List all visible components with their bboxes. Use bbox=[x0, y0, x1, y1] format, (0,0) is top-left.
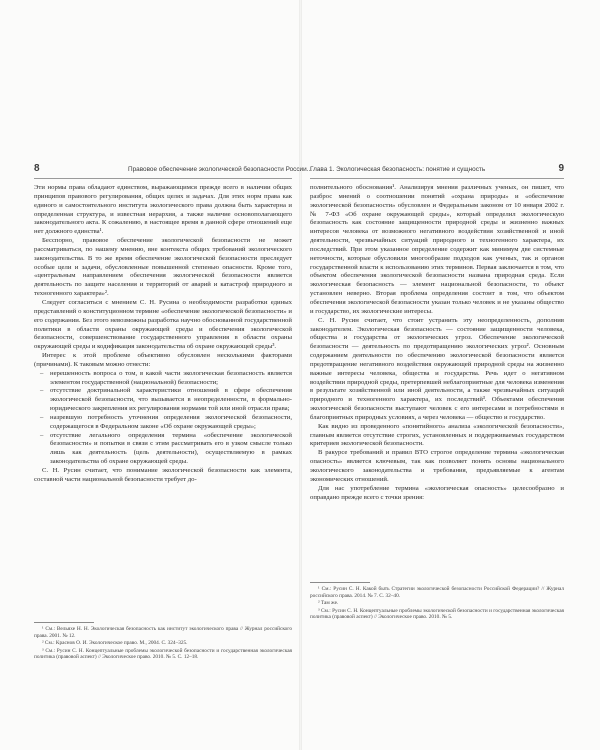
paragraph: Бесспорно, правовое обеспечение экологической безопасности не может рассматриваться, по нашему мнению, вне контекста общих требований экологического законодательства. В то же время обеспечение экологической безопасности преследует особые цели и задачи, обусловленные повышенной степенью опасности. Кроме того, «центральным направлением обеспечения экологической безопасности является деятельность по защите населения и территорий от аварий и катастроф природного и техногенного характера»². bbox=[34, 237, 292, 298]
left-page-header bbox=[34, 163, 313, 178]
footnote: ² Там же. bbox=[318, 600, 339, 607]
right-page bbox=[302, 0, 600, 750]
list-item: – отсутствие легального определения термина «обеспечение экологической безопасности» и попытки в связи с этим рассматривать его в узком смысле только лишь как деятельность (цель деятельности), осуществляемую в рамках законодательства об охране окружающей среды. bbox=[34, 432, 292, 467]
page-number: 9 bbox=[558, 163, 564, 174]
page-number: 8 bbox=[34, 163, 40, 174]
footnote: ¹ См.: Русин С. Н. Какой быть Стратегии экологической безопасности Российской Федерации? // Журнал российского права. 2014. № 7. С. 32–40. bbox=[310, 586, 564, 599]
header-rule bbox=[310, 178, 564, 179]
left-page-body bbox=[34, 184, 292, 485]
paragraph: полнительного обоснования¹. Анализируя мнения различных ученых, он пишет, что разброс мнений о соотношении понятий «охрана природы» и «обеспечение экологической безопасности» обусловлен и Федеральным законом от 10 января 2002 г. № 7-ФЗ «Об охране окружающей среды», который определил экологическую безопасность как состояние защищенности природной среды и жизненно важных интересов человека от возможного негативного воздействия хозяйственной и иной деятельности, чрезвычайных ситуаций природного и техногенного характера, их последствий. При этом указанное определение содержит как минимум две системные неточности, которые обусловили многообразие подходов как ученых, так и органов государственной власти к использованию этих терминов. Первая заключается в том, что объектом обеспечения экологической безопасности названа природная среда. Если экологическая безопасность — элемент национальной безопасности, то объект установлен неверно. Вторая проблема определения состоит в том, что объектом обеспечения экологической безопасности указан только человек и не указаны общество и государство, их экологические интересы. bbox=[310, 184, 564, 315]
bullet-list bbox=[34, 370, 292, 467]
footnote: ³ См.: Русин С. Н. Концептуальные проблемы экологической безопасности и государственная экологическая политика (правовой аспект) // Экологическое право. 2010. № 5. С. 12–18. bbox=[34, 647, 292, 661]
paragraph: Следует согласиться с мнением С. Н. Русина о необходимости разработки единых представлений о конституционном термине «обеспечение экологической безопасности» и его содержании. Без этого невозможны разработка научно обоснованной государственной политики в области охраны окружающей среды и обеспечения экологической безопасности, совершенствование государственного управления в области охраны окружающей среды и кодификация законодательства об охране окружающей среды³. bbox=[34, 298, 292, 351]
paragraph: Как видно из проведенного «понятийного» анализа «экологической безопасности», главным является отсутствие строгих, установленных и поддерживаемых государством критериев экологической безопасности. bbox=[310, 422, 564, 448]
right-page-body bbox=[310, 184, 564, 502]
footnote-rule bbox=[34, 622, 94, 623]
paragraph: С. Н. Русин считает, что понимание экологической безопасности как элемента, составной части национальной безопасности требует до- bbox=[34, 467, 292, 483]
paragraph: Эти нормы права обладают единством, выражающимся прежде всего в наличии общих принципов правового регулирования, общих целях и задачах. Для этих норм права как единого и самостоятельного института экологического права должна быть характерна и определенная структура, и известная иерархия, а также наличие основополагающего законодательного акта. К сожалению, в настоящее время в данной сфере отношений еще нет должного единства¹. bbox=[34, 184, 292, 236]
right-page-footnotes bbox=[310, 586, 564, 622]
list-item: – назревшую потребность уточнения определения экологической безопасности, содержащегося в Федеральном законе «Об охране окружающей среды»; bbox=[34, 414, 292, 432]
list-item: – нерешенность вопроса о том, в какой части экологическая безопасность является элементом государственной (национальной) безопасности; bbox=[34, 370, 292, 388]
footnote: ³ См.: Русин С. Н. Концептуальные проблемы экологической безопасности и государственная экологическая политика (правовой аспект) // Экологическое право. 2010. № 5. bbox=[310, 607, 564, 621]
right-page-header bbox=[310, 163, 564, 178]
footnote-rule bbox=[310, 582, 370, 583]
paragraph: Интерес к этой проблеме объективно обусловлен несколькими факторами (причинами). К таковым можно отнести: bbox=[34, 352, 292, 368]
left-page-footnotes bbox=[34, 626, 292, 662]
paragraph: Для нас употребление термина «экологическая опасность» целесообразно и оправдано прежде всего с точки зрения: bbox=[310, 484, 564, 501]
header-rule bbox=[34, 178, 292, 179]
running-header: Глава 1. Экологическая безопасность: понятие и сущность bbox=[310, 166, 486, 173]
list-item: – отсутствие доктринальной характеристики отношений в сфере обеспечения экологической безопасности, что вызывается в неопределенности, в формально-юридического закрепления их регулирования нормами той или иной отрасли права; bbox=[34, 387, 292, 414]
paragraph: В ракурсе требований и правил ВТО строгое определение термина «экологическая опасность» является ключевым, так как позволяет понять основы национального экологического законодательства и требования, предъявляемые к агентам экономических отношений. bbox=[310, 449, 564, 483]
footnote: ¹ См.: Вельяхе Н. Н. Экологическая безопасность как институт экологического права // Журнал российского права. 2001. № 12. bbox=[34, 626, 292, 639]
running-header: Правовое обеспечение экологической безопасности России... bbox=[128, 166, 313, 173]
paragraph: С. Н. Русин считает, что стоит устранить эту неопределенность, дополнив законодателем. Экологическая безопасность — состояние защищенности человека, общества и государства от экологических угроз. Обеспечение экологической безопасности — деятельность по предотвращению экологических угроз². Основным содержанием деятельности по обеспечению экологической безопасности является предотвращение негативного воздействия окружающей природной среды на жизненно важные интересы человека, общества и государства. Речь идет о негативном воздействии природной среды, претерпевшей неблагоприятные для человека изменения в результате хозяйственной или иной деятельности, а также чрезвычайных ситуаций природного и техногенного характера, их последствий³. Объектами обеспечения экологической безопасности выступают человек с его интересами и потребностями в благоприятных природных условиях, а через человека — общество и государство. bbox=[310, 316, 564, 421]
footnote: ² См.: Краснов О. И. Экологическое право. М., 2004. С. 324–325. bbox=[42, 640, 188, 647]
